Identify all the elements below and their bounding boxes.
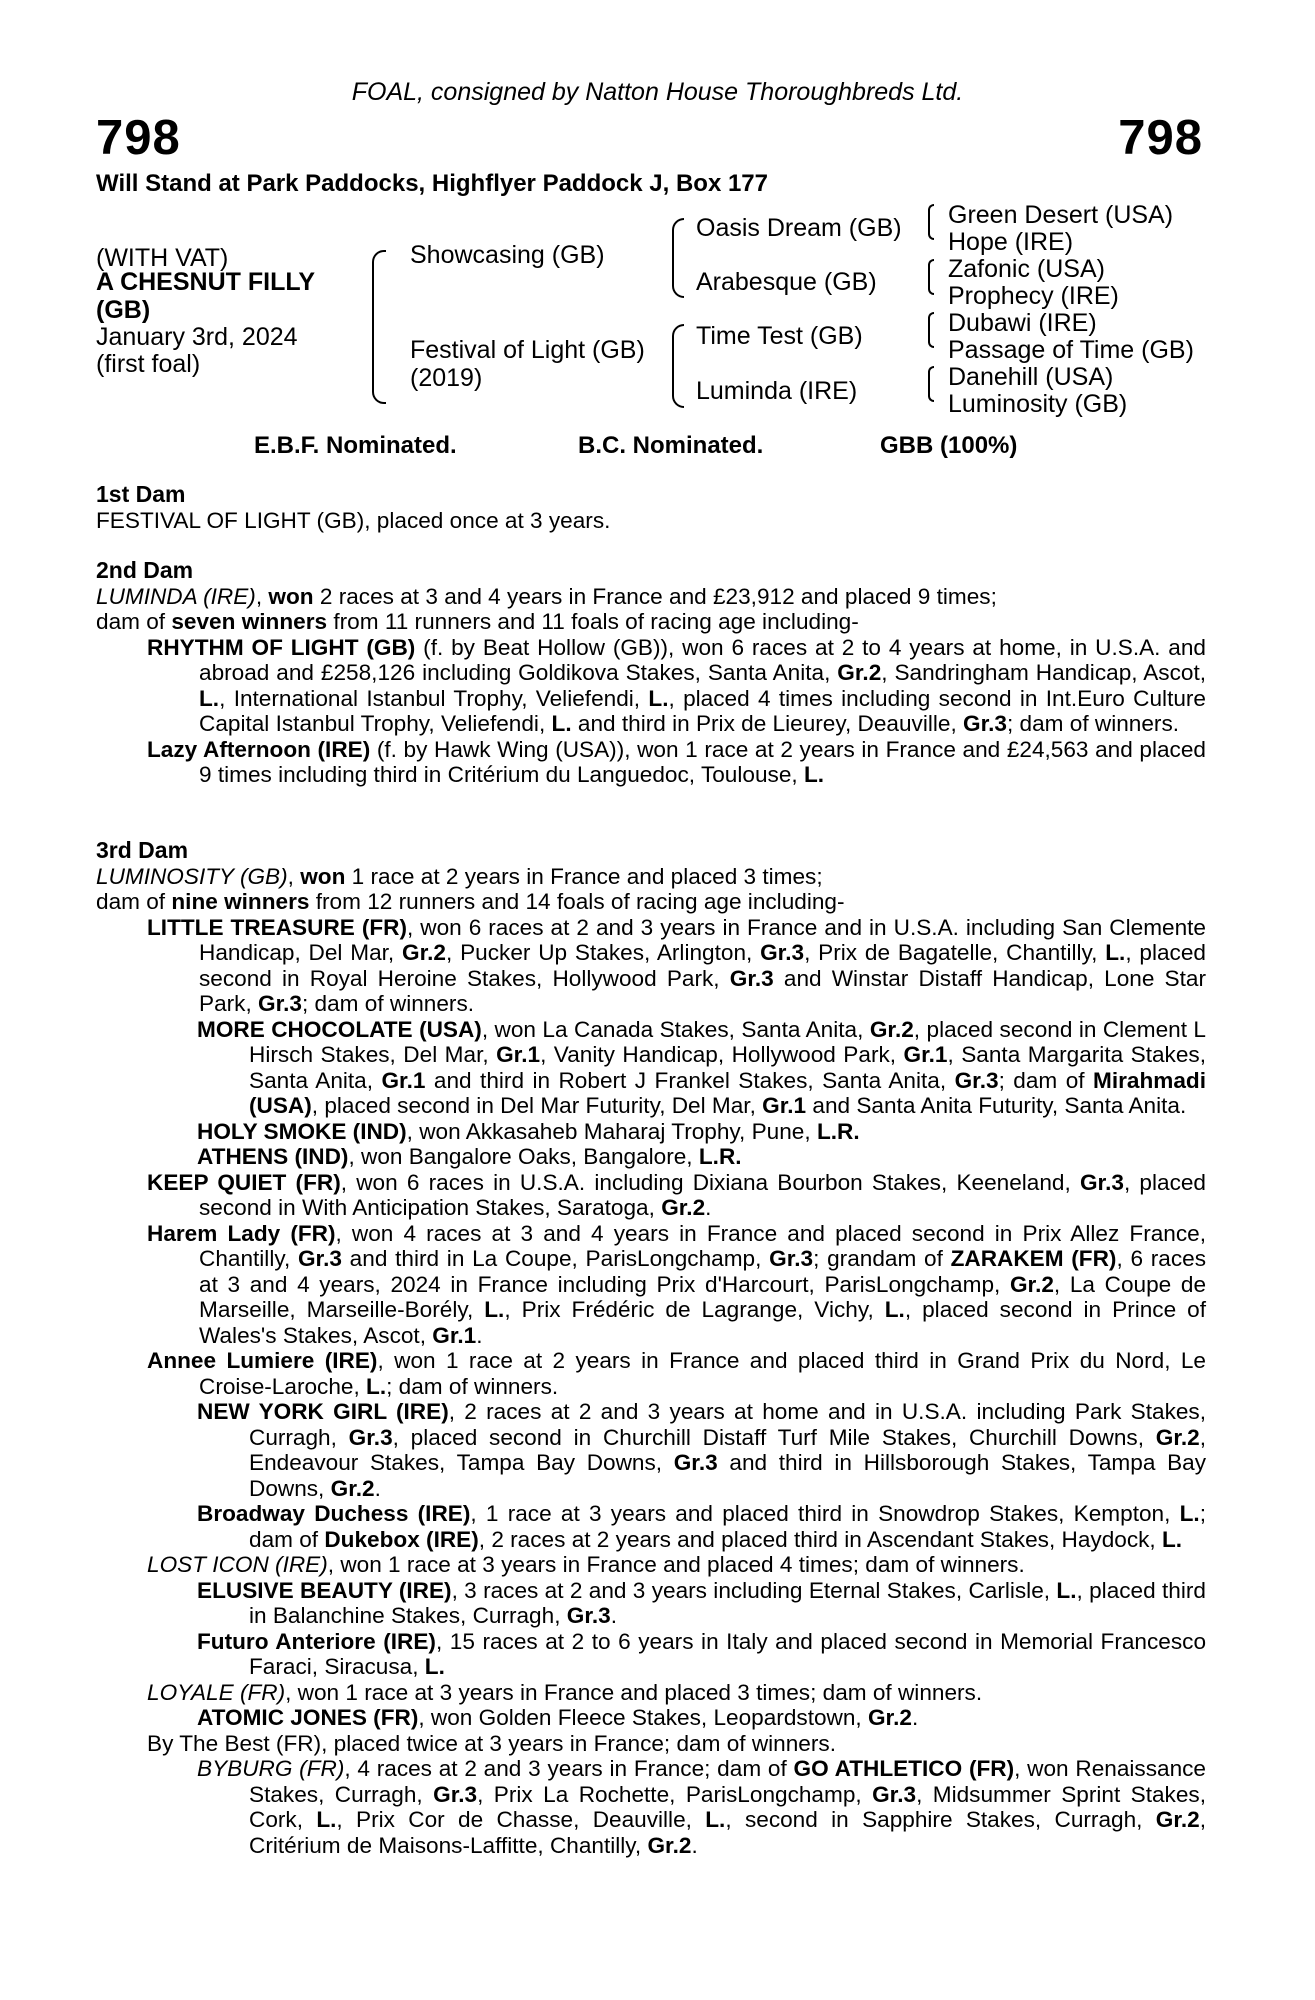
horse-name: MORE CHOCOLATE (USA) [197, 1016, 482, 1042]
text: , won 4 races at 3 and 4 years in France and placed second in Prix Allez France, Chantilly, [199, 1220, 1206, 1271]
text: , won 6 races at 2 and 3 years in France and in U.S.A. including San Clemente Handicap, Del Mar, [199, 914, 1206, 965]
ggen-3: Zafonic (USA) [948, 255, 1105, 283]
horse-name: Futuro Anteriore (IRE) [197, 1628, 436, 1654]
grade: Gr.3 [297, 1246, 342, 1271]
second-dam-heading: 2nd Dam [96, 557, 194, 583]
text: , 2 races at 2 and 3 years at home and in U.S.A. including Park Stakes, Curragh, [249, 1399, 1207, 1450]
text: , 1 race at 3 years and placed third in Snowdrop Stakes, Kempton, [470, 1501, 1180, 1526]
pedigree-brace-g2 [928, 259, 934, 295]
ggen-1: Green Desert (USA) [948, 201, 1174, 229]
grade: Gr.1 [762, 1093, 807, 1118]
grade: L. [199, 685, 220, 711]
text: . [911, 1705, 919, 1730]
grade: Gr.2 [1009, 1271, 1054, 1297]
ggen-4: Prophecy (IRE) [948, 282, 1119, 310]
text: , won 1 race at 3 years in France and placed 4 times; dam of winners. [327, 1552, 1025, 1577]
horse-name: Broadway Duchess (IRE) [197, 1501, 471, 1526]
text: , placed second in Churchill Distaff Turf Mile Stakes, Churchill Downs, [392, 1424, 1156, 1450]
third-dam-line2 [96, 889, 1206, 915]
grade: Gr.2 [837, 660, 882, 685]
text: . [691, 1832, 698, 1858]
grade: Gr.3 [673, 1450, 718, 1475]
progeny-annee-lumiere [96, 1348, 1206, 1399]
pedigree-brace-g3 [928, 312, 934, 348]
gbb-status: GBB (100%) [880, 432, 1018, 459]
grade: L. [484, 1297, 505, 1322]
text: 2 races at 3 and 4 years in France and £23,912 and placed 9 times; [313, 583, 997, 609]
third-dam-line1: LUMINOSITY (GB), won 1 race at 2 years in France and placed 3 times; [96, 863, 823, 889]
second-dam-section [96, 558, 1206, 788]
grade: L. [424, 1654, 445, 1679]
text: , Prix La Rochette, ParisLongchamp, [477, 1781, 873, 1807]
horse-name: ELUSIVE BEAUTY (IRE) [197, 1577, 452, 1603]
text: . [610, 1603, 617, 1628]
progeny-elusive-beauty [96, 1578, 1206, 1629]
horse-name: ZARAKEM (FR) [950, 1246, 1117, 1271]
grade: Gr.3 [963, 711, 1007, 736]
text: dam of [96, 889, 172, 914]
bc-nominated: B.C. Nominated. [578, 432, 764, 459]
lot-number-right: 798 [1118, 111, 1203, 165]
horse-name: Harem Lady (FR) [147, 1220, 336, 1246]
lot-foaled: January 3rd, 2024 [96, 323, 298, 351]
grade: Gr.3 [566, 1603, 611, 1628]
text: , 15 races at 2 to 6 years in Italy and placed second in Memorial Francesco Faraci, Siracusa, [249, 1628, 1207, 1679]
text: , 4 races at 2 and 3 years in France; dam of [344, 1756, 794, 1781]
text: and third in Hillsborough Stakes, Tampa Bay Downs, [249, 1450, 1206, 1501]
grade: Gr.2 [661, 1195, 706, 1220]
grade: Gr.3 [1079, 1169, 1124, 1195]
text: , won Golden Fleece Stakes, Leopardstown, [418, 1705, 868, 1730]
dam-sire-name: Time Test (GB) [696, 322, 863, 350]
text: , Santa Margarita Stakes, Santa Anita, [249, 1042, 1206, 1093]
horse-name: BYBURG (FR) [197, 1756, 345, 1781]
horse-name: LOYALE (FR) [147, 1679, 286, 1705]
ggen-2: Hope (IRE) [948, 228, 1074, 256]
grade: L. [1105, 940, 1126, 965]
grade: Gr.2 [330, 1475, 375, 1501]
progeny-byburg [96, 1756, 1206, 1858]
horse-name: Lazy Afternoon (IRE) [147, 736, 371, 762]
grade: Gr.2 [1155, 1807, 1200, 1832]
grade: L. [648, 685, 669, 711]
grade: Gr.3 [348, 1424, 393, 1450]
third-dam-section [96, 838, 1206, 1858]
horse-name: NEW YORK GIRL (IRE) [197, 1399, 449, 1424]
sire-dam-name: Arabesque (GB) [696, 268, 877, 296]
grade: Gr.3 [769, 1246, 814, 1271]
lot-note: (first foal) [96, 350, 201, 378]
text: , Pucker Up Stakes, Arlington, [446, 940, 761, 965]
ggen-7: Danehill (USA) [948, 363, 1114, 391]
won-label: won [268, 583, 314, 609]
text: and third in La Coupe, ParisLongchamp, [341, 1246, 770, 1271]
progeny-lazy-afternoon [96, 737, 1206, 788]
horse-name: Dukebox (IRE) [324, 1526, 479, 1552]
text: , La Coupe de Marseille, Marseille-Borély, [199, 1271, 1207, 1322]
horse-name: KEEP QUIET (FR) [147, 1169, 341, 1195]
text: , placed second in Del Mar Futurity, Del Mar, [311, 1093, 763, 1118]
horse-name: Mirahmadi (USA) [249, 1067, 1206, 1118]
grade: Gr.1 [496, 1042, 541, 1067]
text: , won 6 races in U.S.A. including Dixiana Bourbon Stakes, Keeneland, [340, 1169, 1080, 1195]
grade: Gr.2 [869, 1016, 914, 1042]
grade: Gr.2 [1155, 1424, 1200, 1450]
ggen-6: Passage of Time (GB) [948, 336, 1194, 364]
progeny-new-york-girl [96, 1399, 1206, 1501]
stand-location: Will Stand at Park Paddocks, Highflyer Paddock J, Box 177 [96, 170, 768, 197]
text: ; grandam of [813, 1246, 951, 1271]
dam-dam-name: Luminda (IRE) [696, 377, 858, 405]
winners-count: nine winners [171, 889, 310, 914]
text: , Vanity Handicap, Hollywood Park, [540, 1042, 904, 1067]
text: , Endeavour Stakes, Tampa Bay Downs, [249, 1424, 1206, 1475]
text: , Critérium de Maisons-Laffitte, Chantilly, [249, 1807, 1207, 1858]
first-dam-section [96, 482, 1206, 533]
text: . [476, 1322, 483, 1348]
grade: Gr.1 [432, 1322, 477, 1348]
pedigree-brace-sire [672, 218, 684, 298]
progeny-by-the-best [96, 1731, 1206, 1757]
text: , won 1 race at 2 years in France and placed third in Grand Prix du Nord, Le Croise-Laroche, [199, 1348, 1206, 1399]
ggen-5: Dubawi (IRE) [948, 309, 1097, 337]
text: , International Istanbul Trophy, Veliefendi, [219, 685, 649, 711]
progeny-holy-smoke [96, 1119, 1206, 1145]
text: 1 race at 2 years in France and placed 3 times; [345, 863, 823, 889]
grade: Gr.2 [402, 940, 446, 965]
text: ; dam of [998, 1067, 1093, 1093]
text: , placed second in With Anticipation Stakes, Saratoga, [199, 1169, 1206, 1220]
horse-name: LOST ICON (IRE) [147, 1552, 328, 1577]
text: , Sandringham Handicap, Ascot, [881, 660, 1206, 685]
consignor-line: FOAL, consigned by Natton House Thoroughbreds Ltd. [351, 78, 964, 106]
grade: Gr.1 [903, 1042, 948, 1067]
lot-description-2: (GB) [96, 296, 151, 324]
text: . [374, 1475, 381, 1501]
grade: Gr.3 [433, 1781, 478, 1807]
horse-name: ATHENS (IND) [197, 1144, 349, 1169]
text: , second in Sapphire Stakes, Curragh, [725, 1807, 1156, 1832]
ggen-8: Luminosity (GB) [948, 390, 1128, 418]
progeny-harem-lady [96, 1221, 1206, 1349]
text: . [705, 1195, 712, 1220]
text: , won 1 race at 3 years in France and placed 3 times; dam of winners. [285, 1679, 983, 1705]
grade: L. [366, 1373, 387, 1399]
sire-name: Showcasing (GB) [410, 241, 605, 269]
text: and Winstar Distaff Handicap, Lone Star Park, [199, 965, 1206, 1016]
lot-vat: (WITH VAT) [96, 244, 229, 272]
text: , 2 races at 2 years and placed third in Ascendant Stakes, Haydock, [478, 1526, 1162, 1552]
text: dam of [96, 609, 172, 634]
horse-name: LITTLE TREASURE (FR) [147, 914, 407, 940]
text: , 3 races at 2 and 3 years including Eternal Stakes, Carlisle, [451, 1577, 1057, 1603]
progeny-loyale [96, 1680, 1206, 1706]
dam-year: (2019) [410, 364, 483, 392]
text: , Prix Frédéric de Lagrange, Vichy, [504, 1297, 885, 1322]
text: , won Bangalore Oaks, Bangalore, [348, 1144, 699, 1169]
text: from 11 runners and 11 foals of racing age including- [327, 609, 859, 634]
text: By The Best (FR), placed twice at 3 years in France; dam of winners. [147, 1730, 836, 1756]
first-dam-heading: 1st Dam [96, 481, 186, 507]
third-dam-heading: 3rd Dam [96, 837, 189, 863]
grade: Gr.3 [872, 1781, 917, 1807]
grade: L. [705, 1807, 726, 1832]
text: , Prix Cor de Chasse, Deauville, [336, 1807, 706, 1832]
pedigree-brace-dam [672, 324, 684, 408]
text: , 6 races at 3 and 4 years, 2024 in France including Prix d'Harcourt, ParisLongchamp, [199, 1246, 1206, 1297]
grade: Gr.3 [954, 1067, 999, 1093]
grade: L. [1161, 1526, 1183, 1552]
text: (f. by Beat Hollow (GB)), won 6 races at 2 to 4 years at home, in U.S.A. and abroad and £258,126 including Goldikova Stakes, Santa Anita, [199, 634, 1207, 685]
progeny-little-treasure [96, 915, 1206, 1017]
text: , placed second in Royal Heroine Stakes, Hollywood Park, [199, 940, 1206, 991]
horse-name: HOLY SMOKE (IND) [197, 1118, 407, 1144]
grade: L. [803, 762, 825, 787]
ebf-nominated: E.B.F. Nominated. [254, 432, 457, 459]
progeny-futuro-anteriore [96, 1629, 1206, 1680]
horse-name: Annee Lumiere (IRE) [147, 1348, 378, 1373]
won-label: won [300, 863, 346, 889]
text: , won Renaissance Stakes, Curragh, [249, 1756, 1206, 1807]
horse-name: RHYTHM OF LIGHT (GB) [147, 634, 416, 660]
progeny-more-chocolate [96, 1017, 1206, 1119]
grade: L. [551, 711, 572, 736]
grade: L. [1056, 1577, 1077, 1603]
text: ; dam of winners. [386, 1373, 559, 1399]
text: (f. by Hawk Wing (USA)), won 1 race at 2 years in France and £24,563 and placed 9 times including third in Critérium du Languedoc, Toulouse, [199, 736, 1206, 787]
progeny-atomic-jones [96, 1705, 1206, 1731]
grade: L.R. [698, 1144, 742, 1169]
horse-name: ATOMIC JONES (FR) [197, 1705, 419, 1730]
grade: Gr.2 [647, 1832, 692, 1858]
grade: Gr.1 [381, 1067, 426, 1093]
lot-description-1: A CHESNUT FILLY [96, 268, 315, 296]
text: and third in Robert J Frankel Stakes, Santa Anita, [425, 1067, 955, 1093]
text: , placed third in Balanchine Stakes, Curragh, [249, 1577, 1206, 1628]
second-dam-name: LUMINDA (IRE) [96, 583, 256, 609]
grade: L.R. [816, 1118, 860, 1144]
text: and Santa Anita Futurity, Santa Anita. [806, 1093, 1187, 1118]
dam-name: Festival of Light (GB) [410, 336, 645, 364]
text: , Midsummer Sprint Stakes, Cork, [249, 1781, 1206, 1832]
second-dam-line1: LUMINDA (IRE), won 2 races at 3 and 4 years in France and £23,912 and placed 9 times; [96, 583, 997, 609]
progeny-lost-icon [96, 1552, 1206, 1578]
grade: Gr.2 [867, 1705, 912, 1730]
progeny-athens [96, 1144, 1206, 1170]
pedigree-brace-main [372, 250, 386, 404]
text: and third in Prix de Lieurey, Deauville, [571, 711, 964, 736]
text: ; dam of winners. [1007, 711, 1180, 736]
text: , won Akkasaheb Maharaj Trophy, Pune, [406, 1118, 817, 1144]
first-dam-text: FESTIVAL OF LIGHT (GB), placed once at 3 years. [96, 507, 611, 533]
pedigree-brace-g1 [928, 204, 934, 240]
progeny-rhythm-of-light [96, 635, 1206, 737]
text: ; dam of [249, 1501, 1206, 1552]
second-dam-line2 [96, 609, 1206, 635]
text: ; dam of winners. [301, 991, 475, 1016]
grade: Gr.3 [258, 991, 302, 1016]
grade: L. [316, 1807, 337, 1832]
text: , won La Canada Stakes, Santa Anita, [481, 1016, 870, 1042]
pedigree-brace-g4 [928, 366, 934, 402]
text: , placed second in Clement L Hirsch Stakes, Del Mar, [249, 1016, 1206, 1067]
text: , Prix de Bagatelle, Chantilly, [804, 940, 1106, 965]
text: , placed 4 times including second in Int.Euro Culture Capital Istanbul Trophy, Veliefendi, [199, 685, 1207, 736]
sire-sire-name: Oasis Dream (GB) [696, 214, 902, 242]
grade: L. [884, 1297, 905, 1322]
winners-count: seven winners [171, 609, 328, 634]
third-dam-name: LUMINOSITY (GB) [96, 863, 288, 889]
grade: L. [1179, 1501, 1200, 1526]
grade: Gr.3 [729, 965, 774, 991]
text: from 12 runners and 14 foals of racing age including- [309, 889, 845, 914]
progeny-keep-quiet [96, 1170, 1206, 1221]
progeny-broadway-duchess [96, 1501, 1206, 1552]
grade: Gr.3 [760, 940, 805, 965]
text: , placed second in Prince of Wales's Stakes, Ascot, [199, 1297, 1207, 1348]
lot-number-left: 798 [96, 111, 181, 165]
horse-name: GO ATHLETICO (FR) [793, 1756, 1015, 1781]
